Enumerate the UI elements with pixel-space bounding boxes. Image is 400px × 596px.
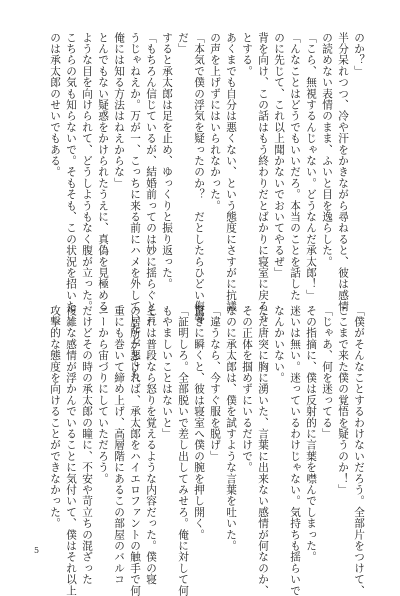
- text-line: すると承太郎は足を止め、ゆっくりと振り返った。: [161, 32, 173, 290]
- text-line: 驚きに瞬くと、彼は寝室へ僕の腕を押し開く。: [193, 305, 205, 541]
- text-line: それは普段なら怒りを覚えるような内容だった。僕の寝: [145, 305, 157, 585]
- text-line: だけどその時の承太郎の瞳に、不安や苛立ちの混ざった: [81, 305, 93, 585]
- text-line: なんかいない。: [273, 305, 285, 384]
- text-line: もやましいことはないと」: [161, 305, 173, 440]
- text-line: ただ唐突に胸に湧いた、言葉に出来ない感情が何なのか、: [257, 305, 269, 596]
- text-line: 複雑な感情が浮かんでいることに気付いて、僕はそれ以上: [65, 305, 77, 596]
- text-line: 「僕がそんなことするわけないだろう。全部片をつけて、: [353, 305, 365, 596]
- text-line: ような目を向けられて、どうしようもなく腹が立った。: [81, 32, 93, 312]
- text-line: の声を上げずにはいられなかった。: [209, 32, 221, 212]
- text-line: 重にも巻いて締め上げ、高層階にあるこの部屋のバルコ: [113, 305, 125, 585]
- text-line: のか？」: [353, 32, 365, 77]
- text-line: 「こら、無視するんじゃない。どうなんだ承太郎！」: [305, 32, 317, 301]
- text-line: ニーから宙づりにしていただろう。: [97, 305, 109, 485]
- text-line: だ」: [177, 32, 189, 55]
- text-line: 背を向け、この話はもう終わりだとばかりに寝室に戻ろう: [257, 32, 269, 324]
- text-line: 「証明しろ。全部脱いで差し出してみせろ。俺に対して何: [177, 305, 189, 596]
- text-line: ここまで来た僕の覚悟を疑うのか！」: [337, 305, 349, 496]
- text-line: 半分呆れつつ、冷や汗をかきながら尋ねると、彼は感情: [337, 32, 349, 312]
- text-line: のは承太郎のせいでもある。: [49, 32, 61, 178]
- text-line: こちらの気も知らないで。そもそも、この状況を招いた: [65, 32, 77, 312]
- text-line: の読めない表情のまま、ふいと目を逸らした。: [321, 32, 333, 268]
- lower-text-block: [49, 305, 365, 596]
- page-number: 5: [34, 546, 40, 555]
- text-line: とする。: [241, 32, 253, 77]
- text-line: 「じゃあ、何を迷ってる」: [321, 305, 333, 440]
- text-line: 「んなことはどうでもいいだろ。本当のことを話した: [289, 32, 301, 301]
- text-line: 俺には知る方法はねえからな」: [113, 32, 125, 189]
- text-line: のに先じて、これ以上聞かないでおいてやるぜ」: [273, 32, 285, 279]
- text-line: なのに承太郎は、僕を試すような言葉を吐いた。: [225, 305, 237, 552]
- text-line: その指摘に、僕は反射的に言葉を噤んでしまった。: [305, 305, 317, 563]
- text-line: 「本気で僕の浮気を疑ったのか？ だとしたらひどい侮辱: [193, 32, 205, 324]
- text-line: あくまでも自分は悪くない、という態度にさすがに抗議: [225, 32, 237, 312]
- text-line: の居所が悪ければ、承太郎をハイエロファントの触手で何: [129, 305, 141, 596]
- text-line: その正体を掴めずにいるだけで。: [241, 305, 253, 473]
- text-line: 迷いは無い。迷っているわけじゃない。気持ちも揺らいで: [289, 305, 301, 596]
- text-line: 「もちろん信じているが、結婚前ってのは妙に揺らぐと言: [145, 32, 157, 324]
- text-line: 攻撃的な態度を向けることができなかった。: [49, 305, 61, 529]
- text-line: 「違うなら、今すぐ服を脱げ」: [209, 305, 221, 462]
- text-line: うじゃねえか。万が一、こっちに来る前にハメを外していたとしても、: [129, 32, 141, 391]
- text-line: とんでもない疑惑をかけられたうえに、真偽を見極める: [97, 32, 109, 312]
